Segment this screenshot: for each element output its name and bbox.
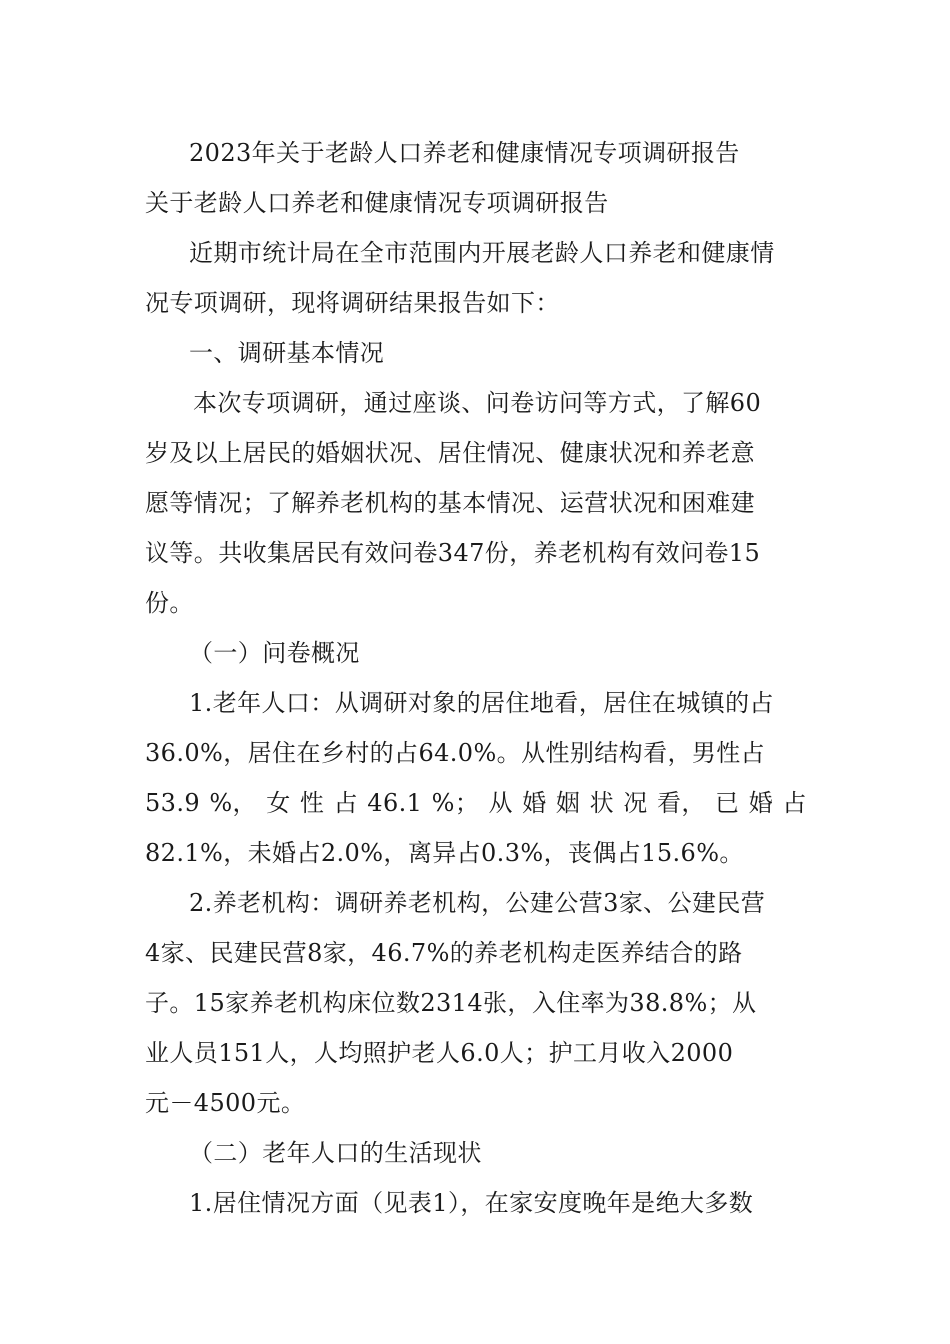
- item-1-line-3-segment: 46.1: [367, 789, 423, 817]
- item-3-paragraph: [145, 1178, 807, 1228]
- item-1-line-3: [145, 778, 807, 828]
- item-1-line-3-segment: 看，: [656, 789, 706, 817]
- section-1-line-5: 份。: [145, 589, 194, 617]
- document-body: [145, 128, 807, 1228]
- section-1-line-4: 议等。共收集居民有效问卷347份，养老机构有效问卷15: [145, 539, 761, 567]
- intro-paragraph: [145, 228, 807, 328]
- item-3-line-1: 1.居住情况方面（见表1），在家安度晚年是绝大多数: [189, 1189, 754, 1217]
- section-1-heading: 一、调研基本情况: [189, 339, 385, 367]
- section-1-paragraph: [145, 378, 807, 628]
- section-1-line-2: 岁及以上居民的婚姻状况、居住情况、健康状况和养老意: [145, 439, 755, 467]
- item-2-line-4: 业人员151人，人均照护老人6.0人；护工月收入2000: [145, 1039, 734, 1067]
- item-2-line-3: 子。15家养老机构床位数2314张，入住率为38.8%；从: [145, 989, 757, 1017]
- section-1-line-1: 本次专项调研，通过座谈、问卷访问等方式，了解60: [193, 389, 762, 417]
- item-2-line-1: 2.养老机构：调研养老机构，公建公营3家、公建民营: [189, 889, 766, 917]
- subsection-2-heading: （二）老年人口的生活现状: [189, 1139, 482, 1167]
- item-1-line-3-segment: 女: [266, 789, 291, 817]
- item-1-line-3-segment: %；: [431, 789, 480, 817]
- item-1-line-3-segment: 从: [488, 789, 513, 817]
- intro-line-2: 况专项调研，现将调研结果报告如下：: [145, 289, 560, 317]
- item-1-line-1: 1.老年人口：从调研对象的居住地看，居住在城镇的占: [189, 689, 774, 717]
- item-2-line-5: 元－4500元。: [145, 1089, 306, 1117]
- intro-line-1: 近期市统计局在全市范围内开展老龄人口养老和健康情: [189, 239, 775, 267]
- item-1-line-3-segment: 占: [782, 789, 807, 817]
- document-subtitle: 关于老龄人口养老和健康情况专项调研报告: [145, 189, 609, 217]
- item-1-line-3-segment: 姻: [555, 789, 581, 817]
- section-1-line-3: 愿等情况；了解养老机构的基本情况、运营状况和困难建: [145, 489, 755, 517]
- document-title: 2023年关于老龄人口养老和健康情况专项调研报告: [189, 139, 740, 167]
- item-1-line-3-segment: 占: [333, 789, 358, 817]
- item-1-line-3-segment: 况: [623, 789, 648, 817]
- item-1-line-3-segment: %，: [209, 789, 257, 817]
- item-2-line-2: 4家、民建民营8家，46.7%的养老机构走医养结合的路: [145, 939, 743, 967]
- item-1-line-3-segment: 已: [715, 789, 740, 817]
- item-1-line-3-segment: 性: [299, 789, 325, 817]
- subsection-1-heading: （一）问卷概况: [189, 639, 360, 667]
- item-1-paragraph: [145, 678, 807, 878]
- item-1-line-4: 82.1%，未婚占2.0%，离异占0.3%，丧偶占15.6%。: [145, 839, 744, 867]
- item-2-paragraph: [145, 878, 807, 1128]
- item-1-line-3-segment: 53.9: [145, 789, 201, 817]
- item-1-line-3-segment: 状: [589, 789, 614, 817]
- item-1-line-3-segment: 婚: [522, 789, 547, 817]
- item-1-line-3-segment: 婚: [748, 789, 774, 817]
- item-1-line-2: 36.0%，居住在乡村的占64.0%。从性别结构看，男性占: [145, 739, 766, 767]
